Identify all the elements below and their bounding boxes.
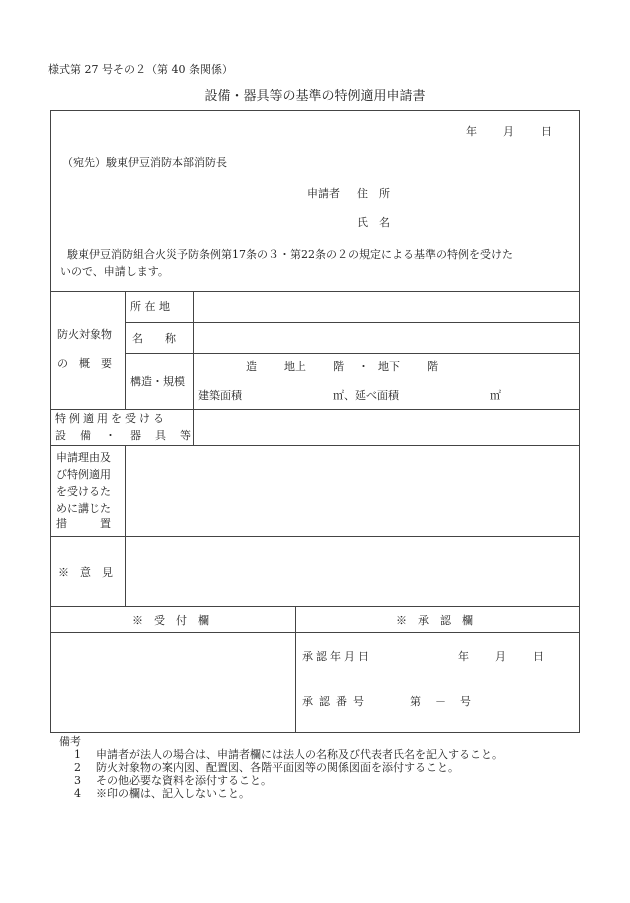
- reason-line-1: 申請理由及: [56, 451, 111, 464]
- reason-line-3: を受けるた: [56, 485, 111, 498]
- note-num-3: 3: [74, 774, 81, 787]
- applicant-name-label: 氏 名: [357, 216, 390, 229]
- structure-label: 構造・規模: [130, 375, 185, 388]
- reason-line-2: び特例適用: [56, 468, 111, 481]
- opinion-label: ※ 意 見: [58, 566, 113, 579]
- note-num-1: 1: [74, 748, 81, 761]
- structure-kai2: 階: [427, 360, 438, 373]
- approval-date-label: 承認年月日: [302, 650, 372, 663]
- structure-zou: 造: [246, 360, 257, 373]
- name-label: 名 称: [132, 332, 176, 345]
- building-area-label: 建築面積: [198, 389, 242, 402]
- statement-line2: いので、申請します。: [60, 265, 169, 278]
- applicant-label: 申請者: [307, 187, 340, 200]
- approval-day: 日: [533, 650, 544, 663]
- approval-dash: －: [435, 695, 446, 708]
- reception-header: ※ 受 付 欄: [132, 614, 209, 627]
- addressee: （宛先）駿東伊豆消防本部消防長: [62, 156, 227, 169]
- note-num-4: 4: [74, 787, 81, 800]
- total-area-label: ㎡、延べ面積: [333, 389, 399, 402]
- approval-number-label: 承認番号: [302, 695, 370, 708]
- approval-header: ※ 承 認 欄: [396, 614, 473, 627]
- date-year: 年: [466, 125, 477, 138]
- reason-line-4: めに講じた: [56, 502, 111, 515]
- note-num-2: 2: [74, 761, 81, 774]
- reason-line-5: 措 置: [56, 517, 111, 530]
- area-unit: ㎡: [490, 389, 501, 402]
- note-text-2: 防火対象物の案内図、配置図、各階平面図等の関係図面を添付すること。: [96, 761, 459, 774]
- structure-kai1: 階: [333, 360, 344, 373]
- approval-dai: 第: [410, 695, 421, 708]
- document-title: 設備・器具等の基準の特例適用申請書: [204, 89, 426, 104]
- special-equipment-label-2: 設備・器具等: [55, 429, 205, 442]
- special-equipment-label-1: 特例適用を受ける: [55, 412, 167, 425]
- note-text-1: 申請者が法人の場合は、申請者欄には法人の名称及び代表者氏名を記入すること。: [96, 748, 503, 761]
- statement-line1: 駿東伊豆消防組合火災予防条例第17条の３・第22条の２の規定による基準の特例を受けた: [67, 248, 513, 261]
- structure-above: 地上: [284, 360, 306, 373]
- structure-below: 地下: [378, 360, 400, 373]
- notes-title: 備考: [59, 735, 81, 748]
- date-month: 月: [503, 125, 514, 138]
- overview-label-2: の 概 要: [57, 357, 112, 370]
- date-day: 日: [541, 125, 552, 138]
- note-text-3: その他必要な資料を添付すること。: [96, 774, 272, 787]
- overview-label-1: 防火対象物: [57, 328, 112, 341]
- structure-dot: ・: [358, 360, 369, 373]
- applicant-address-label: 住 所: [357, 187, 390, 200]
- approval-month: 月: [495, 650, 506, 663]
- form-number: 様式第 27 号その２（第 40 条関係）: [48, 63, 233, 76]
- note-text-4: ※印の欄は、記入しないこと。: [96, 787, 250, 800]
- location-label: 所 在 地: [130, 300, 170, 313]
- approval-go: 号: [460, 695, 471, 708]
- approval-year: 年: [458, 650, 469, 663]
